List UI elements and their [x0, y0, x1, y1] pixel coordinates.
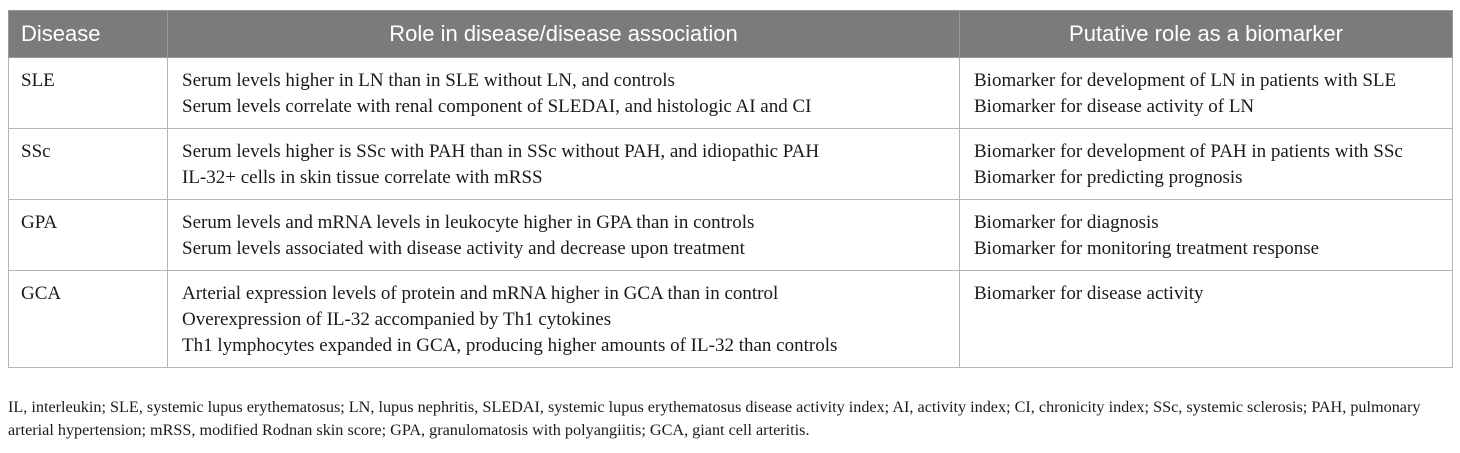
table-header-row — [9, 11, 1453, 58]
role-cell — [168, 200, 960, 271]
table-row — [9, 58, 1453, 129]
table-row — [9, 200, 1453, 271]
biomarker-line: Biomarker for development of PAH in patients with SSc — [974, 141, 1403, 162]
role-line: Serum levels correlate with renal component of SLEDAI, and histologic AI and CI — [182, 96, 812, 117]
role-line: Serum levels and mRNA levels in leukocyte higher in GPA than in controls — [182, 212, 755, 233]
role-line: Serum levels higher in LN than in SLE without LN, and controls — [182, 70, 675, 91]
header-biomarker: Putative role as a biomarker — [960, 11, 1453, 58]
role-cell — [168, 271, 960, 368]
role-cell — [168, 129, 960, 200]
table-row — [9, 271, 1453, 368]
biomarker-cell — [960, 271, 1453, 368]
biomarker-line: Biomarker for diagnosis — [974, 212, 1159, 233]
biomarker-table — [8, 10, 1453, 368]
biomarker-line: Biomarker for disease activity of LN — [974, 96, 1255, 117]
disease-cell: GCA — [9, 271, 168, 368]
role-line: Serum levels higher is SSc with PAH than in SSc without PAH, and idiopathic PAH — [182, 141, 820, 162]
header-disease: Disease — [9, 11, 168, 58]
role-line: IL-32+ cells in skin tissue correlate with mRSS — [182, 167, 543, 188]
disease-cell: SLE — [9, 58, 168, 129]
biomarker-cell — [960, 129, 1453, 200]
biomarker-line: Biomarker for predicting prognosis — [974, 167, 1243, 188]
role-line: Serum levels associated with disease activity and decrease upon treatment — [182, 238, 745, 259]
biomarker-line: Biomarker for development of LN in patients with SLE — [974, 70, 1397, 91]
header-role: Role in disease/disease association — [168, 11, 960, 58]
biomarker-cell — [960, 58, 1453, 129]
disease-cell: GPA — [9, 200, 168, 271]
table-row — [9, 129, 1453, 200]
role-line: Th1 lymphocytes expanded in GCA, producing higher amounts of IL-32 than controls — [182, 335, 838, 356]
table-footnote: IL, interleukin; SLE, systemic lupus erythematosus; LN, lupus nephritis, SLEDAI, systemic lupus erythematosus disease activity index; AI, activity index; CI, chronicity index; SSc, systemic sclerosis; PAH, pulmonary arterial hypertension; mRSS, modified Rodnan skin score; GPA, granulomatosis with polyangiitis; GCA, giant cell arteritis. — [8, 398, 1421, 439]
biomarker-cell — [960, 200, 1453, 271]
disease-cell: SSc — [9, 129, 168, 200]
table-container — [8, 10, 1452, 368]
role-line: Arterial expression levels of protein and mRNA higher in GCA than in control — [182, 283, 779, 304]
biomarker-line: Biomarker for monitoring treatment response — [974, 238, 1320, 259]
role-line: Overexpression of IL-32 accompanied by Th1 cytokines — [182, 309, 612, 330]
role-cell — [168, 58, 960, 129]
biomarker-line: Biomarker for disease activity — [974, 283, 1204, 304]
